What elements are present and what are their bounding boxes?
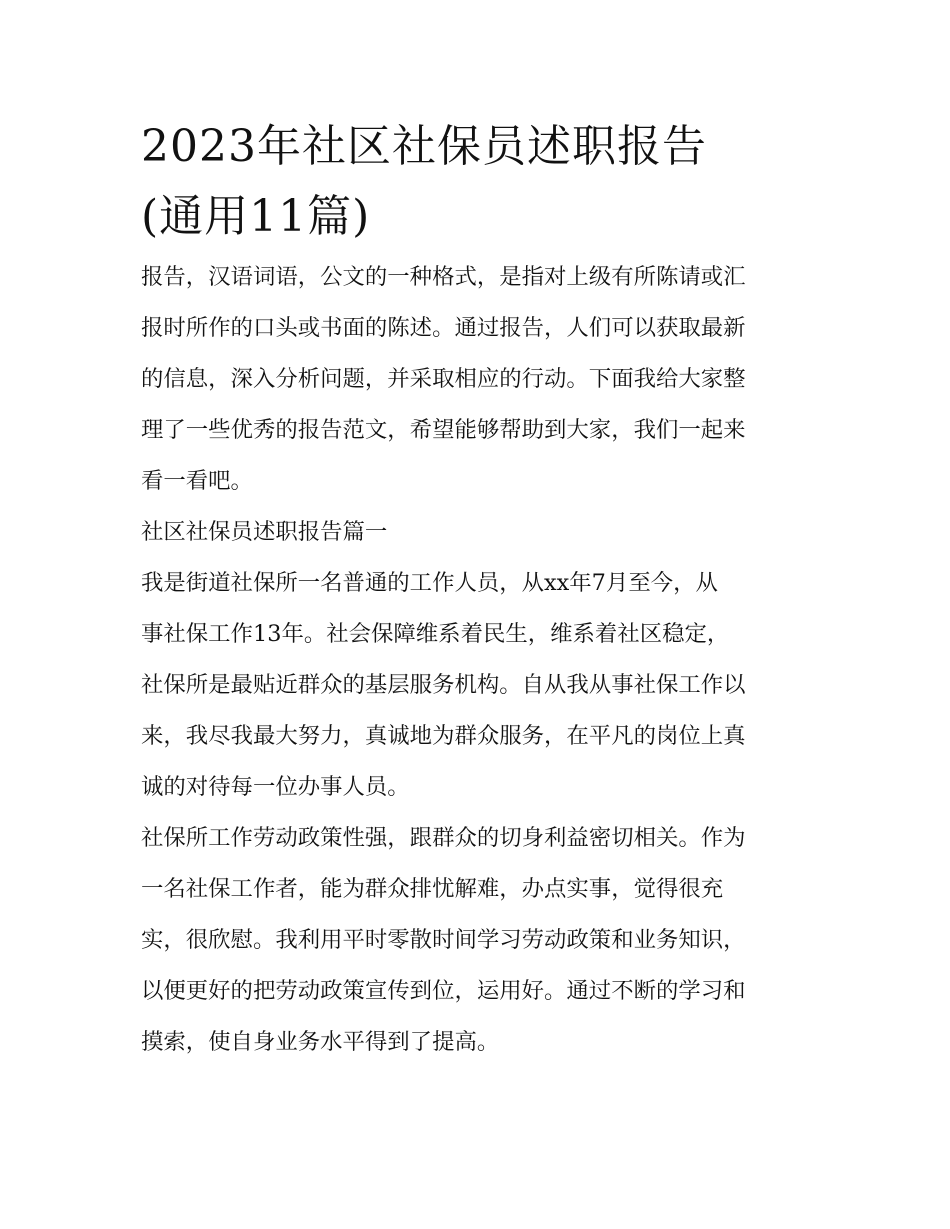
intro-paragraph (141, 252, 813, 507)
text-line: 以便更好的把劳动政策宣传到位，运用好。通过不断的学习和 (141, 978, 746, 1004)
text-line: 摸索，使自身业务水平得到了提高。 (141, 1029, 500, 1055)
text-line: 我是街道社保所一名普通的工作人员，从xx年7月至今，从 (141, 570, 718, 596)
text-line: 诚的对待每一位办事人员。 (141, 774, 410, 800)
document-body (141, 112, 813, 1068)
text-line: 社保所是最贴近群众的基层服务机构。自从我从事社保工作以 (141, 672, 746, 698)
text-line: 看一看吧。 (141, 468, 253, 494)
text-line: 实，很欣慰。我利用平时零散时间学习劳动政策和业务知识， (141, 927, 746, 953)
text-line: 社保所工作劳动政策性强，跟群众的切身利益密切相关。作为 (141, 825, 746, 851)
text-line: 一名社保工作者，能为群众排忧解难，办点实事，觉得很充 (141, 876, 724, 902)
text-line: 来，我尽我最大努力，真诚地为群众服务，在平凡的岗位上真 (141, 723, 746, 749)
text-line: 报时所作的口头或书面的陈述。通过报告，人们可以获取最新 (141, 315, 746, 341)
section-heading: 社区社保员述职报告篇一 (141, 519, 388, 545)
title-line: 2023年社区社保员述职报告 (141, 121, 707, 172)
text-line: 理了一些优秀的报告范文，希望能够帮助到大家，我们一起来 (141, 417, 746, 443)
body-paragraph-2 (141, 813, 813, 1068)
text-line: 报告，汉语词语，公文的一种格式，是指对上级有所陈请或汇 (141, 264, 746, 290)
title-line: (通用11篇) (141, 191, 371, 242)
document-title (141, 112, 813, 252)
text-line: 的信息，深入分析问题，并采取相应的行动。下面我给大家整 (141, 366, 746, 392)
text-line: 事社保工作13年。社会保障维系着民生，维系着社区稳定， (141, 621, 730, 647)
body-paragraph-1 (141, 558, 813, 813)
